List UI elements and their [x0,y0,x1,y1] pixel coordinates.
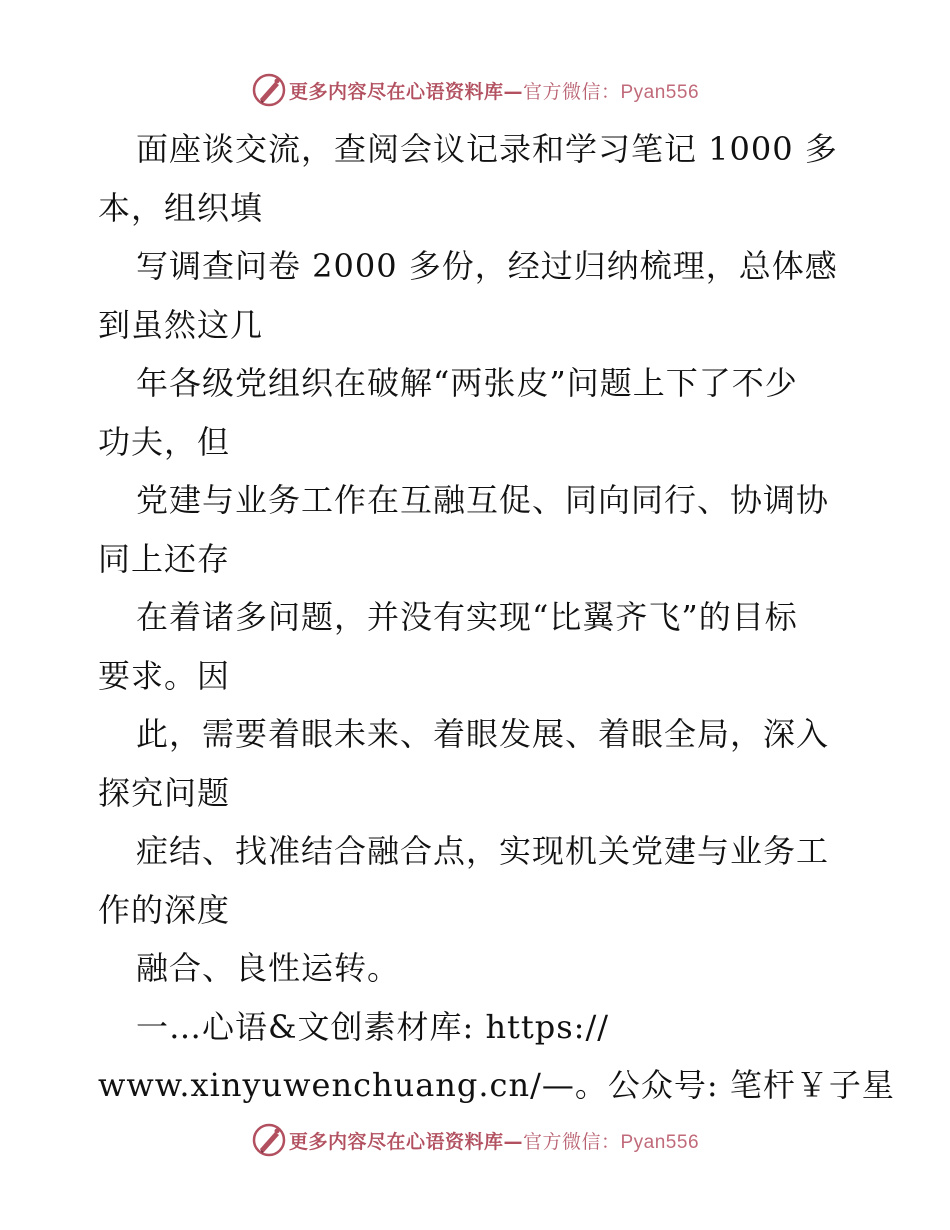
body-line: 党建与业务工作在互融互促、同向同行、协调协 [136,481,830,519]
body-line: 同上还存 [98,539,231,578]
watermark-cn: 更多内容尽在心语资料库— [288,1130,523,1153]
header-watermark [0,70,950,110]
body-line: 本，组织填 [98,188,264,227]
document-body [98,120,895,1115]
watermark-cn: 更多内容尽在心语资料库— [288,80,523,103]
body-line: 年各级党组织在破解“两张皮”问题上下了不少 [136,364,798,402]
body-line: 在着诸多问题，并没有实现“比翼齐飞”的目标 [136,598,798,636]
footer-watermark [0,1120,950,1160]
watermark-wechat-id: Pyan556 [620,81,700,103]
body-line: 此，需要着眼未来、着眼发展、着眼全局，深入 [136,715,830,753]
body-line: 要求。因 [98,656,231,695]
body-line: 作的深度 [98,890,231,929]
body-line: 探究问题 [98,773,231,812]
watermark-wechat-label: 官方微信： [522,80,621,103]
body-line: 一…心语&文创素材库: https:// [136,1007,610,1046]
watermark-text [289,77,699,104]
pen-logo-icon [251,1122,287,1158]
watermark-wechat-id: Pyan556 [620,1131,700,1153]
watermark-text [289,1127,699,1154]
body-line: www.xinyuwenchuang.cn/—。公众号: 笔杆￥子星 [98,1066,895,1104]
body-line: 写调查问卷 2000 多份，经过归纳梳理，总体感 [136,247,838,285]
body-line: 融合、良性运转。 [136,949,401,987]
watermark-wechat-label: 官方微信： [522,1130,621,1153]
pen-logo-icon [251,72,287,108]
body-line: 症结、找准结合融合点，实现机关党建与业务工 [136,832,830,870]
body-line: 到虽然这几 [98,305,264,344]
body-line: 面座谈交流，查阅会议记录和学习笔记 1000 多 [136,130,838,168]
body-line: 功夫，但 [98,422,231,461]
